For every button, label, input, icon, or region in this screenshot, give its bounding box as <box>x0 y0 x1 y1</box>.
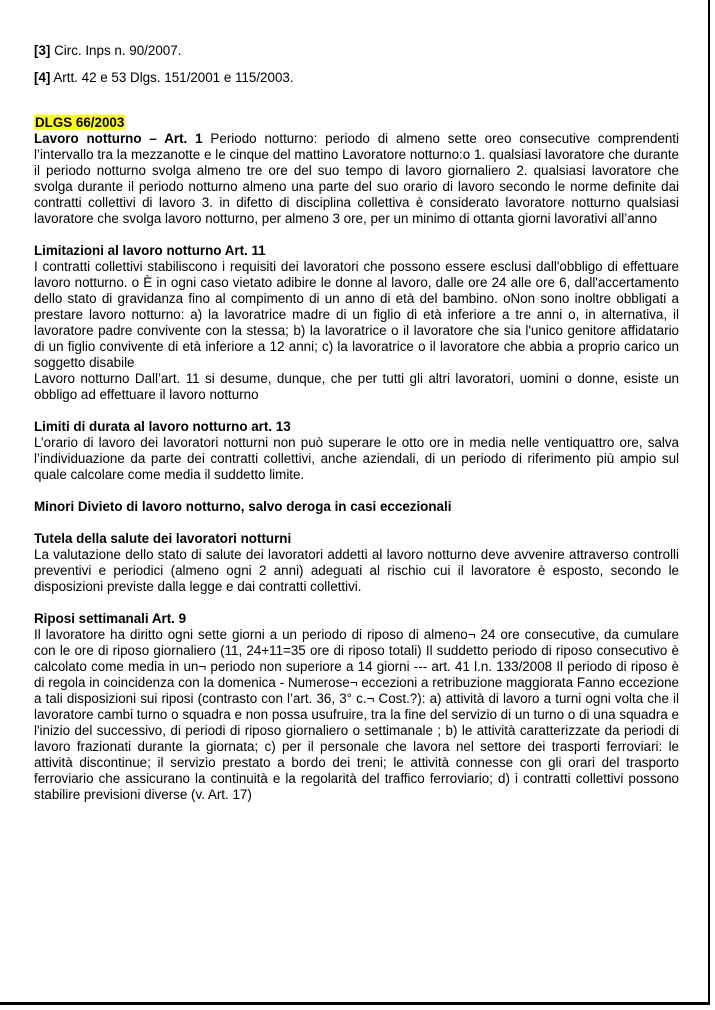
art11-body-2: Lavoro notturno Dall’art. 11 si desume, dunque, che per tutti gli altri lavoratori, uomini o donne, esiste un obbligo ad effettuare il lavoro notturno <box>34 371 679 402</box>
tutela-heading: Tutela della salute dei lavoratori notturni <box>34 531 292 546</box>
art1-heading: Lavoro notturno – Art. 1 <box>34 131 203 146</box>
footnote-3-number: [3] <box>34 43 51 58</box>
minori-heading: Minori Divieto di lavoro notturno, salvo deroga in casi eccezionali <box>34 499 452 514</box>
footnote-3 <box>34 42 679 59</box>
art9-heading: Riposi settimanali Art. 9 <box>34 611 187 626</box>
law-tag-highlight: DLGS 66/2003 <box>35 115 125 130</box>
art1-paragraph <box>34 131 679 227</box>
art9-body: Il lavoratore ha diritto ogni sette giorni a un periodo di riposo di almeno¬ 24 ore consecutive, da cumulare con le ore di riposo giornaliero (11, 24+11=35 ore di riposo totali) Il suddetto periodo di riposo consecutivo è calcolato come media in un¬ periodo non superiore a 14 giorni --- art. 41 l.n. 133/2008 Il periodo di riposo è di regola in coincidenza con la domenica - Numerose¬ eccezioni a retribuzione maggiorata Fanno eccezione a tali disposizioni sui riposi (contrasto con l’art. 36, 3° c.¬ Cost.?): a) attività di lavoro a turni ogni volta che il lavoratore cambi turno o squadra e non possa usufruire, tra la fine del servizio di un turno o di una squadra e l'inizio del successivo, di periodi di riposo giornaliero o settimanale ; b) le attività caratterizzate da periodi di lavoro frazionati durante la giornata; c) per il personale che lavora nel settore dei trasporti ferroviari: le attività discontinue; il servizio prestato a bordo dei treni; le attività connesse con gli orari del trasporto ferroviario che assicurano la continuità e la regolarità del traffico ferroviario; d) i contratti collettivi possono stabilire previsioni diverse (v. Art. 17) <box>34 627 679 802</box>
footnote-4 <box>34 69 679 86</box>
footnote-4-text: Artt. 42 e 53 Dlgs. 151/2001 e 115/2003. <box>50 70 294 85</box>
art11-body: I contratti collettivi stabiliscono i requisiti dei lavoratori che possono essere esclusi dall'obbligo di effettuare lavoro notturno. o È in ogni caso vietato adibire le donne al lavoro, dalle ore 24 alle ore 6, dall'accertamento dello stato di gravidanza fino al compimento di un anno di età del bambino. oNon sono inoltre obbligati a prestare lavoro notturno: a) la lavoratrice madre di un figlio di età inferiore a tre anni o, in alternativa, il lavoratore padre convivente con la stessa; b) la lavoratrice o il lavoratore che sia l'unico genitore affidatario di un figlio convivente di età inferiore a 12 anni; c) la lavoratrice o il lavoratore che abbia a proprio carico un soggetto disabile <box>34 259 679 370</box>
tutela-body: La valutazione dello stato di salute dei lavoratori addetti al lavoro notturno deve avvenire attraverso controlli preventivi e periodici (almeno ogni 2 anni) adeguati al rischio cui il lavoratore è esposto, secondo le disposizioni previste dalla legge e dai contratti collettivi. <box>34 547 679 594</box>
art11-heading: Limitazioni al lavoro notturno Art. 11 <box>34 243 266 258</box>
art13-body: L’orario di lavoro dei lavoratori notturni non può superare le otto ore in media nelle ventiquattro ore, salva l’individuazione da parte dei contratti collettivi, anche aziendali, di un periodo di riferimento più ampio sul quale calcolare come media il suddetto limite. <box>34 435 679 482</box>
document-content <box>34 42 679 803</box>
art1-body: Periodo notturno: periodo di almeno sette oreο consecutive comprendenti l’intervallo tra la mezzanotte e le cinque del mattino Lavoratore notturno:ο 1. qualsiasi lavoratore che durante il periodo notturno svolga almeno tre ore del suo tempo di lavoro giornaliero 2. qualsiasi lavoratore che svolga durante il periodo notturno almeno una parte del suo orario di lavoro secondo le norme definite dai contratti collettivi di lavoro 3. in difetto di disciplina collettiva è considerato lavoratore notturno qualsiasi lavoratore che svolga lavoro notturno, per almeno 3 ore, per un minimo di ottanta giorni lavorativi all’anno <box>34 131 680 226</box>
footnote-4-number: [4] <box>34 70 51 85</box>
art13-heading: Limiti di durata al lavoro notturno art. 13 <box>34 419 291 434</box>
footnote-3-text: Circ. Inps n. 90/2007. <box>50 43 182 58</box>
